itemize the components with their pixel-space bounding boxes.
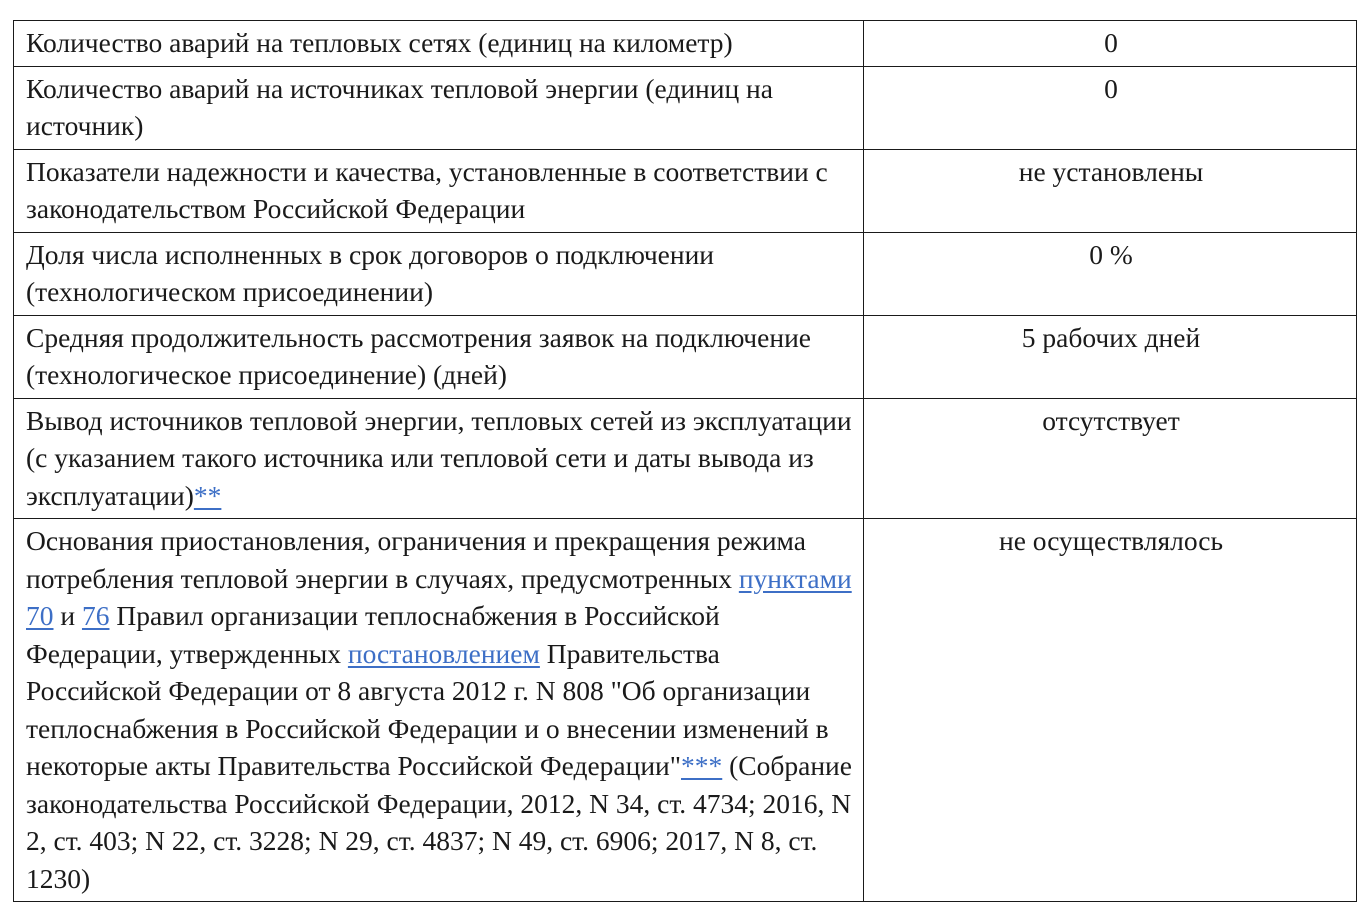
table-row [14,66,1357,149]
row-label-text: Основания приостановления, ограничения и прекращения режима потребления тепловой энергии в случаях, предусмотренных [26,525,806,594]
table-row [14,519,1357,902]
table-row [14,315,1357,398]
row-label: Количество аварий на источниках тепловой энергии (единиц на источник) [14,66,864,149]
row-label-text: Правил организации теплоснабжения в Российской Федерации, утвержденных [26,600,720,669]
link-postanovlenie[interactable]: постановлением [347,637,540,669]
link-punkt-76[interactable]: 76 [81,600,110,631]
row-value: 0 % [864,232,1357,315]
row-label-cell [14,519,864,902]
row-label: Показатели надежности и качества, установленные в соответствии с законодательством Российской Федерации [14,149,864,232]
indicators-table [13,20,1357,902]
row-label-text: Правительства Российской Федерации от 8 августа 2012 г. N 808 "Об организации теплоснабжения в Российской Федерации и о внесении изменений в некоторые акты Правительства Российской Федерации" [26,637,829,781]
footnote-link-double-asterisk[interactable]: ** [193,479,222,511]
row-label-cell [14,398,864,519]
row-label: Доля числа исполненных в срок договоров о подключении (технологическом присоединении) [14,232,864,315]
table-row [14,398,1357,519]
table-row [14,21,1357,67]
row-value: не осуществлялось [864,519,1357,902]
row-value: 0 [864,66,1357,149]
footnote-link-triple-asterisk[interactable]: *** [681,750,723,781]
row-value: не установлены [864,149,1357,232]
row-value: 0 [864,21,1357,67]
table-row [14,149,1357,232]
row-label: Средняя продолжительность рассмотрения заявок на подключение (технологическое присоединение) (дней) [14,315,864,398]
link-punkt-70[interactable]: пунктами 70 [26,562,852,631]
row-label-text: (Собрание законодательства Российской Федерации, 2012, N 34, ст. 4734; 2016, N 2, ст. 403; N 22, ст. 3228; N 29, ст. 4837; N 49, ст. 6906; 2017, N 8, ст. 1230) [26,750,852,894]
row-value: 5 рабочих дней [864,315,1357,398]
table-row [14,232,1357,315]
row-label-text: и [53,600,82,631]
row-label: Вывод источников тепловой энергии, тепловых сетей из эксплуатации (с указанием такого источника или тепловой сети и даты вывода из эксплуатации) [26,404,852,511]
row-value: отсутствует [864,398,1357,519]
row-label: Количество аварий на тепловых сетях (единиц на километр) [14,21,864,67]
